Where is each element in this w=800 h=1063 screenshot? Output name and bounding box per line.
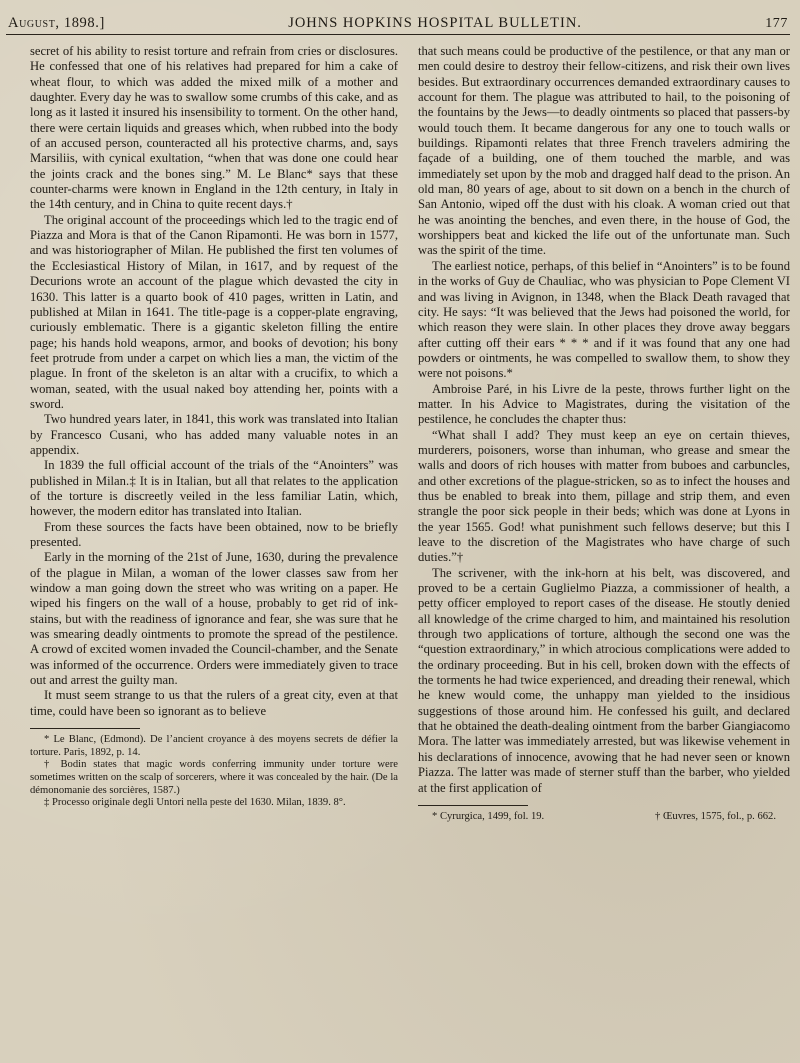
- footnote-rule: [30, 728, 140, 729]
- footnote-rule: [418, 805, 528, 806]
- paragraph: The original account of the proceedings which led to the tragic end of Piazza and Mora is that of the Canon Ripamonti. He was born in 1577, and was historiographer of Milan. He published the first ten volumes of the Ecclesiastical History of Milan, in 1617, and by request of the Decurions wrote an account of the plague which devasted the city in 1630. This latter is a quarto book of 410 pages, written in Latin, and published at Milan in 1641. The title-page is a copper-plate engraving, curiously emblematic. There is a gigantic skeleton filling the entire page; his hands hold weapons, armor, and books of devotion; his bony feet protrude from under a carpet on which lies a man, the victim of the plague. In front of the skeleton is an altar with a crucifix, to which a woman, seated, with the usual naked boy attending her, points with a sword.: [30, 212, 398, 411]
- footnote: † Bodin states that magic words conferring immunity under torture were sometimes written on the scalp of sorcerers, where it was concealed by the hair. (De la démonomanie des sorcières, 1587.): [30, 759, 398, 796]
- journal-title: JOHNS HOPKINS HOSPITAL BULLETIN.: [288, 15, 582, 31]
- paragraph: that such means could be productive of the pestilence, or that any man or men could desire to destroy their fellow-citizens, and risk their own lives besides. But extraordinary occurrences demanded extraordinary causes to account for them. The plague was attributed to hail, to the poisoning of the fountains by the Jews—to deadly ointments so placed that passers-by would touch them. It became dangerous for any one to touch walls or buildings. Ripamonti relates that three French travelers admiring the façade of a building, one of them touched the marble, and was immediately set upon by the mob and dragged half dead to the prison. An old man, 80 years of age, about to sit down on a bench in the church of San Antonio, wiped off the dust with his cloak. A woman cried out that he was anointing the benches, and even there, in the house of God, the worshippers beat and kicked the life out of the unfortunate man. Such was the spirit of the time.: [418, 44, 790, 258]
- left-column: [30, 44, 398, 1044]
- paragraph: Ambroise Paré, in his Livre de la peste, throws further light on the matter. In his Advice to Magistrates, during the visitation of the pestilence, he concludes the chapter thus:: [418, 381, 790, 427]
- paragraph: It must seem strange to us that the rulers of a great city, even at that time, could have been so ignorant as to believe: [30, 688, 398, 718]
- footnote-line: [418, 811, 790, 824]
- right-column: [418, 44, 790, 1044]
- footnote: * Le Blanc, (Edmond). De l’ancient croyance à des moyens secrets de défier la torture. Paris, 1892, p. 14.: [30, 734, 398, 758]
- paragraph: The earliest notice, perhaps, of this belief in “Anointers” is to be found in the works of Guy de Chauliac, who was physician to Pope Clement VI and was living in Avignon, in 1348, when the Black Death ravaged that city. He says: “It was believed that the Jews had poisoned the world, for which reason they were slain. In other places they drove away beggars after cutting off their ears * * * and if it was found that any one had powders or ointments, he was compelled to swallow them, to show they were not poisons.*: [418, 258, 790, 381]
- paragraph: From these sources the facts have been obtained, now to be briefly presented.: [30, 519, 398, 549]
- header-rule: [6, 34, 790, 35]
- running-head: [8, 8, 788, 32]
- footnote: † Œuvres, 1575, fol., p. 662.: [655, 810, 776, 822]
- block-quote: “What shall I add? They must keep an eye on certain thieves, murderers, poisoners, worse than inhuman, who grease and smear the walls and doors of rich houses with matter from buboes and carbuncles, and other excretions of the plague-stricken, so as to infect the houses and thus be enabled to break into them, pillage and strip them, and even strangle the poor sick people in their beds; which was done at Lyons in the year 1565. God! what punishment such fellows deserve; but this I leave to the discretion of the Magistrates who have charge of such duties.”†: [418, 427, 790, 565]
- paragraph: Early in the morning of the 21st of June, 1630, during the prevalence of the plague in Milan, a woman of the lower classes saw from her window a man going down the street who was writing on a paper. He wiped his fingers on the wall of a house, probably to get rid of ink-stains, but with the readiness of ignorance and fear, she was sure that he was smearing deadly ointments to promote the spread of the pestilence. A crowd of excited women invaded the Council-chamber, and the Senate was informed of the occurrence. Orders were immediately given to trace out and arrest the guilty man.: [30, 550, 398, 688]
- paragraph: The scrivener, with the ink-horn at his belt, was discovered, and proved to be a certain Guglielmo Piazza, a commissioner of health, a petty officer employed to report cases of the disease. He stoutly denied all knowledge of the crime charged to him, and maintained his resolution through two applications of torture, although the second one was the “question extraordinary,” in which atrocious complications were added to the ordinary proceeding. But in his cell, broken down with the effects of the torments he had twice experienced, and dreading their renewal, which he knew would come, the unhappy man yielded to the insidious suggestions of those around him. He confessed his guilt, and declared that he obtained the death-dealing ointment from the barber Giangiacomo Mora. The latter was immediately arrested, but was likewise vehement in his declarations of innocence, avowing that he had never seen or known Piazza. The latter was made of sterner stuff than the barber, who yielded at the first application of: [418, 565, 790, 795]
- footnote: ‡ Processo originale degli Untori nella peste del 1630. Milan, 1839. 8°.: [44, 797, 346, 809]
- paragraph: In 1839 the full official account of the trials of the “Anointers” was published in Milan.‡ It is in Italian, but all that relates to the application of the torture is discreetly veiled in the less familiar Latin, which, however, the modern editor has translated into Italian.: [30, 458, 398, 519]
- page-number: 177: [765, 16, 788, 31]
- paragraph: Two hundred years later, in 1841, this work was translated into Italian by Francesco Cusani, who has added many valuable notes in an appendix.: [30, 412, 398, 457]
- paragraph: secret of his ability to resist torture and refrain from cries or disclosures. He confessed that one of his relatives had prepared for him a cake of wheat flour, to which was added the mixed milk of a mother and daughter. Every day he was to swallow some crumbs of this cake, and as long as it lasted it insured his insensibility to torment. On the other hand, there were certain liquids and greases which, when rubbed into the body of an accused person, counteracted all his protective charms, and, says Marsiliis, with cynical exultation, “when that was done one could hear the joints crack and the bones sing.” M. Le Blanc* says that these counter-charms were known in England in the 12th century, in Italy in the 14th century, and in China to quite recent days.†: [30, 44, 398, 212]
- footnote: * Cyrurgica, 1499, fol. 19.: [432, 810, 545, 822]
- issue-date: August, 1898.]: [8, 15, 105, 31]
